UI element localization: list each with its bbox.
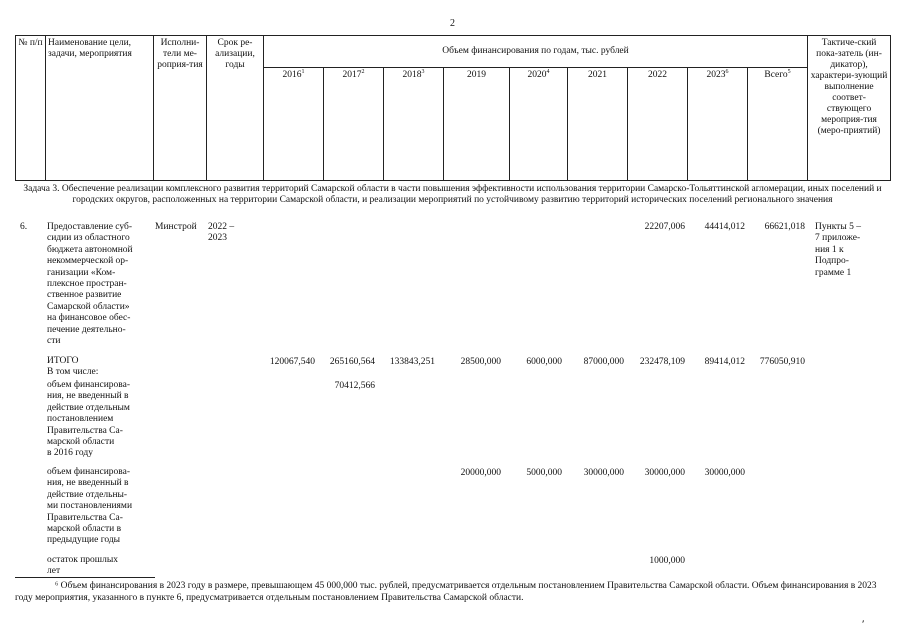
header-year-2021: 2021 xyxy=(568,68,628,181)
scan-mark: ⸴ xyxy=(862,615,865,626)
sub2-2021: 30000,000 xyxy=(583,468,624,478)
row6-name: Предоставление суб- сидии из областного бюджета автономной некоммерческой ор- ганизации «Ком- плексное простран- ственное развитие Самарской области» на финансовое обес- печение деятельно- сти xyxy=(47,222,133,347)
header-year-2019: 2019 xyxy=(444,68,510,181)
row6-value-2023: 44414,012 xyxy=(704,222,745,232)
row6-number: 6. xyxy=(20,222,28,232)
header-funding: Объем финансирования по годам, тыс. рублей xyxy=(264,36,808,68)
sub2-2019: 20000,000 xyxy=(460,468,501,478)
header-num: № п/п xyxy=(16,36,46,181)
header-indicator: Тактиче-ский пока-затель (ин-дикатор), характери-зующий выполнение соответ-ствующего мероприя-тия (меро-приятий) xyxy=(808,36,891,181)
header-table xyxy=(15,35,891,181)
header-year-2020: 2020$^4$ xyxy=(510,68,568,181)
itogo-2022: 232478,109 xyxy=(639,357,685,367)
header-year-2022: 2022 xyxy=(628,68,688,181)
itogo-label: ИТОГО В том числе: xyxy=(47,356,99,378)
row6-value-total: 66621,018 xyxy=(764,222,805,232)
row6-value-2022: 22207,006 xyxy=(644,222,685,232)
row6-indicator: Пункты 5 – 7 приложе- ния 1 к Подпро- грамме 1 xyxy=(815,222,861,278)
header-year-2018: 2018$^3$ xyxy=(384,68,444,181)
itogo-2023: 89414,012 xyxy=(704,357,745,367)
header-name: Наименование цели, задачи, мероприятия xyxy=(46,36,154,181)
sub3-label: остаток прошлых лет xyxy=(47,555,118,577)
itogo-2016: 120067,540 xyxy=(269,357,315,367)
header-year-2023: 2023$^6$ xyxy=(688,68,748,181)
header-total: Всего$^5$ xyxy=(748,68,808,181)
itogo-2017: 265160,564 xyxy=(329,357,375,367)
itogo-2018: 133843,251 xyxy=(389,357,435,367)
itogo-2021: 87000,000 xyxy=(583,357,624,367)
sub1-2017: 70412,566 xyxy=(334,381,375,391)
row6-term: 2022 – 2023 xyxy=(208,222,235,244)
sub2-label: объем финансирова- ния, не введенный в действие отдельны- ми постановлениями Правительства Са- марской области в предыдущие годы xyxy=(47,467,133,546)
sub2-2022: 30000,000 xyxy=(644,468,685,478)
footnote-rule xyxy=(15,577,155,578)
page-number: 2 xyxy=(450,18,455,29)
row6-executor: Минстрой xyxy=(155,222,197,232)
itogo-total: 776050,910 xyxy=(759,357,805,367)
sub2-2023: 30000,000 xyxy=(704,468,745,478)
task-heading: Задача 3. Обеспечение реализации комплексного развития территорий Самарской области в части повышения эффективности использования территории Самарско-Тольяттинской агломерации, иных поселений и городских округов, расположенных на территории Самарской области, и реализации мероприятий по устойчивому развитию территорий исторических поселений регионального значения xyxy=(23,184,882,205)
sub1-label: объем финансирова- ния, не введенный в действие отдельным постановлением Правительства Са- марской области в 2016 году xyxy=(47,380,131,459)
sub2-2020: 5000,000 xyxy=(526,468,562,478)
header-year-2016: 2016$^1$ xyxy=(264,68,324,181)
sub3-2022: 1000,000 xyxy=(649,556,685,566)
header-executor: Исполни-тели ме-роприя-тия xyxy=(154,36,207,181)
footnote: ⁶ Объем финансирования в 2023 году в размере, превышающем 45 000,000 тыс. рублей, предусматривается отдельным постановлением Правительства Самарской области. Объем финансирования в 2023 году мероприятия, указанного в пункте 6, предусматривается отдельным постановлением Правительства Самарской области. xyxy=(15,581,877,603)
header-year-2017: 2017$^2$ xyxy=(324,68,384,181)
itogo-2020: 6000,000 xyxy=(526,357,562,367)
itogo-2019: 28500,000 xyxy=(460,357,501,367)
header-term: Срок ре-ализации, годы xyxy=(207,36,264,181)
